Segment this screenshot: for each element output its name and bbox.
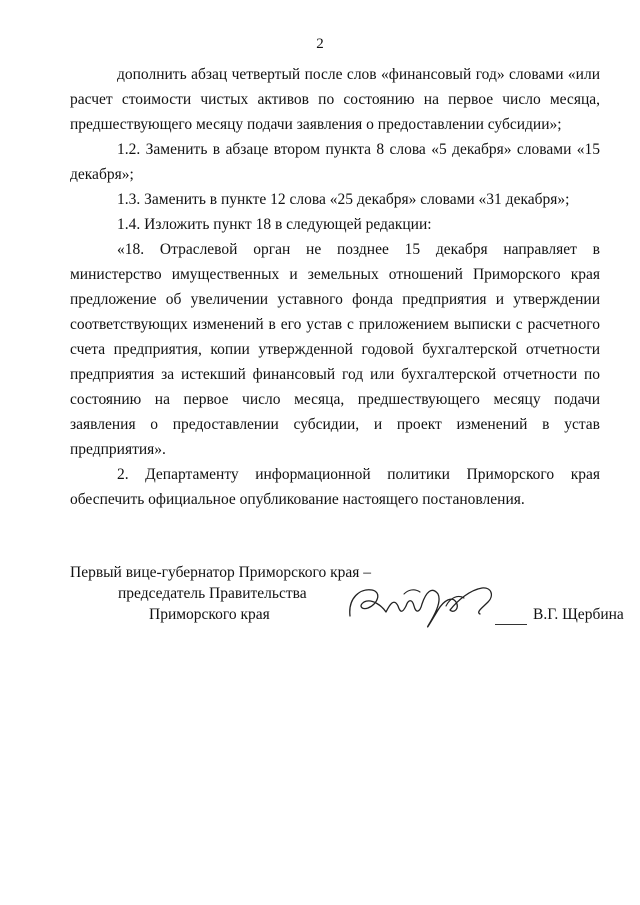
paragraph-amendment-1-1: дополнить абзац четвертый после слов «финансовый год» словами «или расчет стоимости чистых активов по состоянию на первое число месяца, предшествующего месяцу подачи заявления о предоставлении субсидии»;	[70, 66, 600, 133]
signatory-position-line3: Приморского края	[149, 606, 270, 623]
paragraph-publication: 2. Департаменту информационной политики Приморского края обеспечить официальное опубликование настоящего постановления.	[70, 466, 600, 508]
signatory-name: В.Г. Щербина	[533, 606, 624, 623]
signature-block	[70, 562, 624, 632]
paragraph-point-18: «18. Отраслевой орган не позднее 15 декабря направляет в министерство имущественных и земельных отношений Приморского края предложение об увеличении уставного фонда предприятия и утверждении соответствующих изменений в его устав с приложением выписки с расчетного счета предприятия, копии утвержденной годовой бухгалтерской отчетности предприятия за истекший финансовый год или бухгалтерской отчетности по состоянию на первое число месяца, предшествующего месяцу подачи заявления о предоставлении субсидии, и проект изменений в устав предприятия».	[70, 241, 600, 458]
signatory-position-line1: Первый вице-губернатор Приморского края –	[70, 564, 372, 581]
paragraph-amendment-1-2: 1.2. Заменить в абзаце втором пункта 8 слова «5 декабря» словами «15 декабря»;	[70, 141, 600, 183]
page-number: 2	[316, 36, 324, 52]
paragraph-amendment-1-4: 1.4. Изложить пункт 18 в следующей редакции:	[117, 216, 432, 233]
paragraph-amendment-1-3: 1.3. Заменить в пункте 12 слова «25 декабря» словами «31 декабря»;	[117, 191, 570, 208]
signatory-position-line2: председатель Правительства	[118, 585, 307, 602]
signature-underline	[495, 624, 527, 625]
handwritten-signature	[342, 576, 517, 632]
document-body	[70, 62, 600, 512]
